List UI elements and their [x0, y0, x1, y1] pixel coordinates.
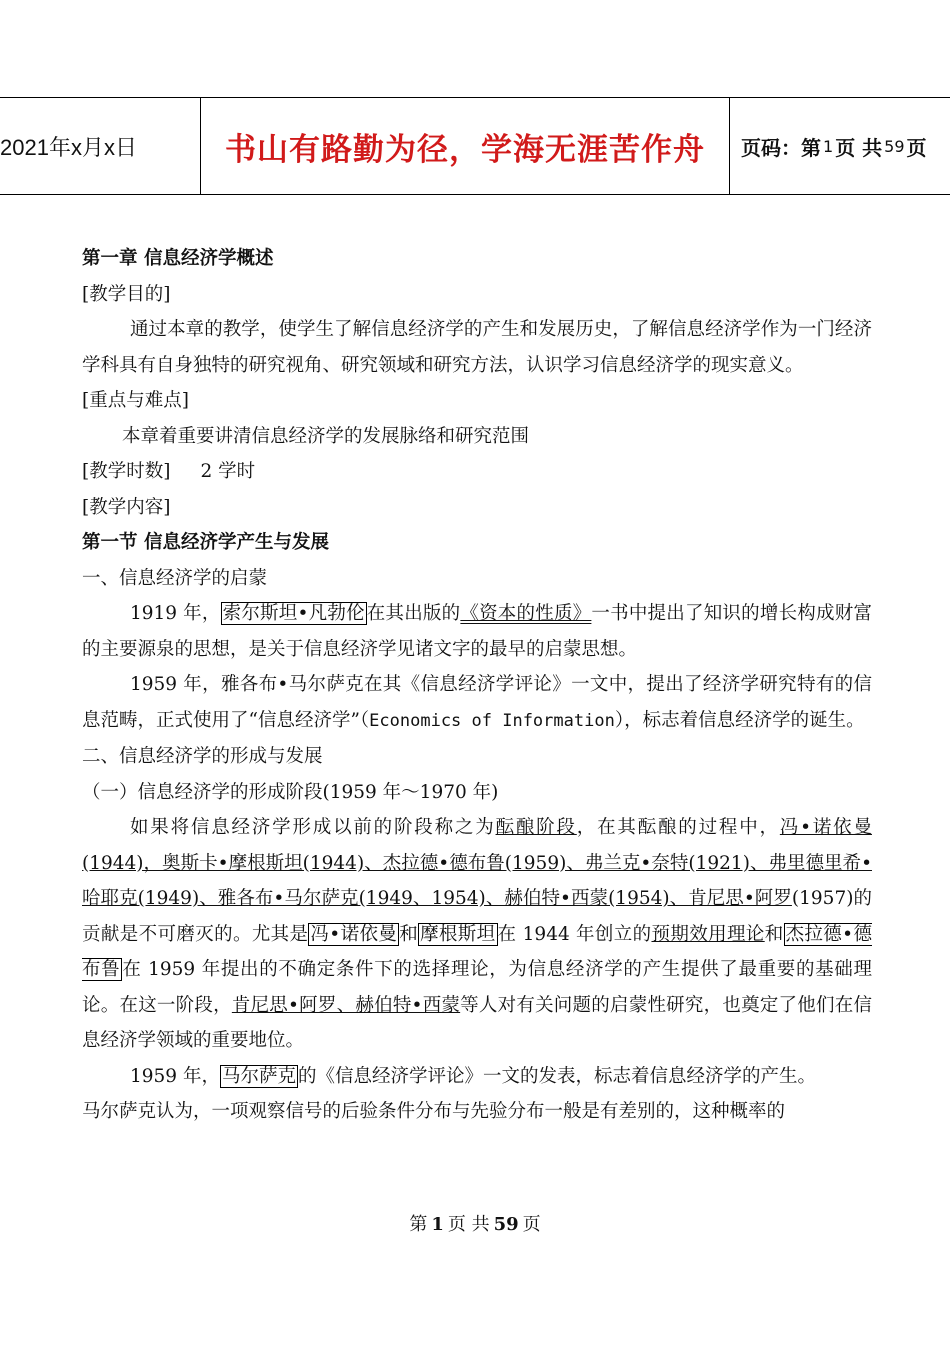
key-label: [重点与难点] — [82, 390, 189, 411]
document-body — [82, 241, 872, 1130]
boxed-name-veblen: 索尔斯坦•凡勃伦 — [222, 603, 365, 624]
header-motto: 书山有路勤为径，学海无涯苦作舟 — [200, 98, 730, 194]
text-run: (1957)的贡献是不可磨灭的。尤其是 — [82, 888, 872, 945]
underlined-theory: 预期效用理论 — [651, 923, 765, 945]
paragraph-veblen — [82, 596, 872, 667]
header-page-suffix: 页 — [906, 135, 927, 160]
text-run: 1959 年，雅各布•马尔萨克在其《信息经济学评论》一文中，提出了经济学研究特有的信息范畴，正式使用了“信息经济学”（ — [82, 674, 872, 731]
subheading-2-1: （一）信息经济学的形成阶段(1959 年～1970 年) — [82, 781, 499, 803]
boxed-name-debreu: 杰拉德•德布鲁 — [82, 923, 872, 980]
subheading-2: 二、信息经济学的形成与发展 — [82, 746, 323, 767]
text-run: ），标志着信息经济学的诞生。 — [614, 709, 865, 731]
hours-line — [82, 454, 872, 490]
header-date: 2021年x月x日 — [0, 134, 137, 160]
paragraph-marschak — [82, 667, 872, 739]
text-run: 如果将信息经济学形成以前的阶段称之为 — [130, 817, 496, 838]
goal-text: 通过本章的教学，使学生了解信息经济学的产生和发展历史，了解信息经济学作为一门经济学科具有自身独特的研究视角、研究领域和研究方法，认识学习信息经济学的现实意义。 — [82, 319, 872, 376]
book-title-link: 《资本的性质》 — [460, 603, 592, 624]
section-title: 第一节 信息经济学产生与发展 — [82, 532, 329, 553]
header-page-mid: 页 共 — [835, 135, 883, 160]
text-run: 1919 年， — [130, 603, 221, 624]
hours-value: 2 学时 — [200, 461, 256, 482]
footer-prefix: 第 — [409, 1214, 428, 1235]
paragraph-1959 — [82, 1059, 872, 1095]
chapter-title: 第一章 信息经济学概述 — [82, 248, 274, 269]
footer-page-total: 59 — [493, 1214, 519, 1235]
boxed-name-neumann: 冯•诺依曼 — [310, 923, 398, 945]
header-page-info — [741, 98, 950, 194]
header-page-total: 59 — [884, 136, 905, 156]
text-run: 在其出版的 — [366, 603, 461, 624]
key-text: 本章着重要讲清信息经济学的发展脉络和研究范围 — [122, 425, 530, 447]
footer-mid: 页 共 — [447, 1214, 490, 1235]
text-run: 和 — [399, 923, 419, 945]
underlined-names: 冯•诺依曼(1944)，奥斯卡•摩根斯坦(1944)、杰拉德•德布鲁(1959)、弗兰克•奈特(1921)、弗里德里希•哈耶克(1949)、雅各布•马尔萨克(1949、1954)、赫伯特•西蒙(1954)、肯尼思•阿罗 — [82, 817, 872, 909]
text-run: 的《信息经济学评论》一文的发表，标志着信息经济学的产生。 — [297, 1065, 816, 1087]
footer-page-num: 1 — [431, 1214, 444, 1235]
text-run: 在 1959 年提出的不确定条件下的选择理论，为信息经济学的产生提供了最重要的基础理论。在这一阶段， — [82, 959, 872, 1016]
text-run: 等人对有关问题的启蒙性研究，也奠定了他们在信息经济学领域的重要地位。 — [82, 994, 872, 1051]
underlined-arrow-simon: 肯尼思•阿罗、赫伯特•西蒙 — [231, 994, 461, 1016]
boxed-name-marschak: 马尔萨克 — [221, 1065, 296, 1087]
paragraph-posterior: 马尔萨克认为，一项观察信号的后验条件分布与先验分布一般是有差别的，这种概率的 — [82, 1101, 786, 1122]
underlined-stage: 酝酿阶段 — [495, 817, 577, 838]
document-header — [0, 97, 950, 195]
hours-label: [教学时数] — [82, 461, 171, 482]
text-run: 在 1944 年创立的 — [497, 923, 652, 945]
header-page-prefix: 页码：第 — [741, 135, 821, 160]
boxed-name-morgenstern: 摩根斯坦 — [420, 923, 496, 945]
subheading-1: 一、信息经济学的启蒙 — [82, 567, 268, 589]
header-page-num: 1 — [823, 136, 834, 156]
goal-label: [教学目的] — [82, 283, 171, 305]
text-run: 一书中提出了知识的增长构成财富的主要源泉的思想，是关于信息经济学见诸文字的最早的启蒙思想。 — [82, 603, 872, 660]
page-footer — [0, 1210, 950, 1236]
text-run: 和 — [764, 923, 784, 945]
text-run: 1959 年， — [130, 1065, 220, 1087]
english-term: Economics of Information — [369, 710, 615, 731]
paragraph-formation — [82, 810, 872, 1059]
text-run: ，在其酝酿的过程中， — [576, 817, 780, 838]
content-label: [教学内容] — [82, 496, 171, 518]
footer-suffix: 页 — [522, 1214, 541, 1235]
